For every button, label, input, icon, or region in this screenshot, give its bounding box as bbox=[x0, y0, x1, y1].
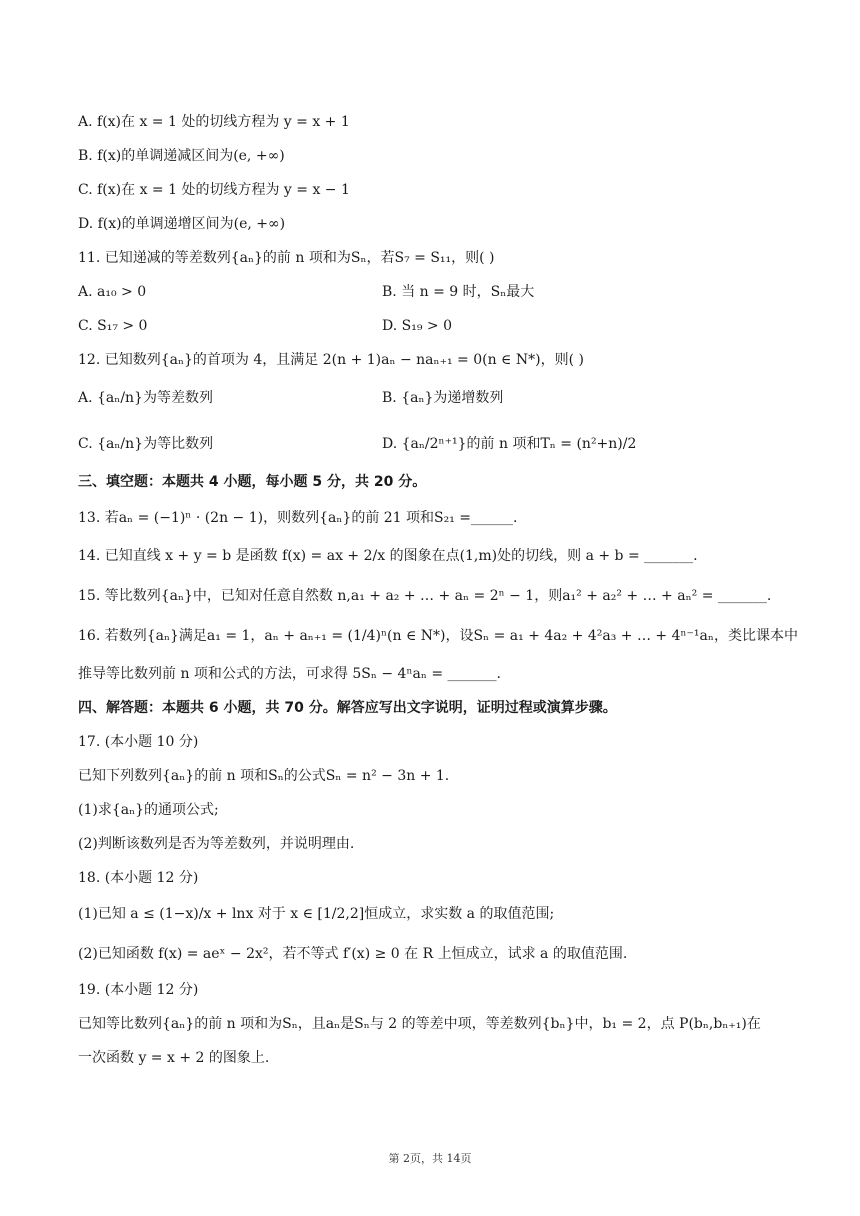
q15: 15. 等比数列{aₙ}中，已知对任意自然数 n,a₁ + a₂ + … + aₙ = 2ⁿ − 1，则a₁² + a₂² + … + aₙ² = _______. bbox=[78, 588, 772, 604]
q19-line1: 已知等比数列{aₙ}的前 n 项和为Sₙ，且aₙ是Sₙ与 2 的等差中项，等差数列{bₙ}中，b₁ = 2，点 P(bₙ,bₙ₊₁)在 bbox=[78, 1016, 761, 1032]
q12-stem: 12. 已知数列{aₙ}的首项为 4，且满足 2(n + 1)aₙ − naₙ₊₁ = 0(n ∈ N*)，则( ) bbox=[78, 352, 584, 368]
q13: 13. 若aₙ = (−1)ⁿ · (2n − 1)，则数列{aₙ}的前 21 项和S₂₁ =______. bbox=[78, 510, 518, 526]
q11-option-a: A. a₁₀ > 0 bbox=[78, 284, 147, 300]
q12-option-d: D. {aₙ/2ⁿ⁺¹}的前 n 项和Tₙ = (n²+n)/2 bbox=[382, 436, 637, 452]
q16-line2: 推导等比数列前 n 项和公式的方法，可求得 5Sₙ − 4ⁿaₙ = _______. bbox=[78, 666, 501, 682]
q12-option-a: A. {aₙ/n}为等差数列 bbox=[78, 390, 213, 406]
q17-header: 17. (本小题 10 分) bbox=[78, 734, 199, 750]
q19-line2: 一次函数 y = x + 2 的图象上. bbox=[78, 1050, 270, 1066]
q10-option-d: D. f(x)的单调递增区间为(e, +∞) bbox=[78, 216, 286, 232]
q10-option-b: B. f(x)的单调递减区间为(e, +∞) bbox=[78, 148, 285, 164]
q17-stem: 已知下列数列{aₙ}的前 n 项和Sₙ的公式Sₙ = n² − 3n + 1. bbox=[78, 768, 450, 784]
q12-option-b: B. {aₙ}为递增数列 bbox=[382, 390, 504, 406]
q11-option-d: D. S₁₉ > 0 bbox=[382, 318, 452, 334]
q12-option-c: C. {aₙ/n}为等比数列 bbox=[78, 436, 214, 452]
section-answer-heading: 四、解答题：本题共 6 小题，共 70 分。解答应写出文字说明，证明过程或演算步骤。 bbox=[78, 700, 617, 716]
q18-header: 18. (本小题 12 分) bbox=[78, 870, 199, 886]
q16-line1: 16. 若数列{aₙ}满足a₁ = 1，aₙ + aₙ₊₁ = (1/4)ⁿ(n ∈ N*)，设Sₙ = a₁ + 4a₂ + 4²a₃ + … + 4ⁿ⁻¹aₙ，类比课本中 bbox=[78, 628, 798, 644]
q18-part1: (1)已知 a ≤ (1−x)/x + lnx 对于 x ∈ [1/2,2]恒成立，求实数 a 的取值范围; bbox=[78, 906, 555, 922]
q10-option-c: C. f(x)在 x = 1 处的切线方程为 y = x − 1 bbox=[78, 182, 350, 198]
q14: 14. 已知直线 x + y = b 是函数 f(x) = ax + 2/x 的图象在点(1,m)处的切线，则 a + b = _______. bbox=[78, 548, 698, 564]
page-footer: 第 2页，共 14页 bbox=[388, 1152, 472, 1165]
q11-option-b: B. 当 n = 9 时，Sₙ最大 bbox=[382, 284, 535, 300]
q19-header: 19. (本小题 12 分) bbox=[78, 982, 199, 998]
q11-option-c: C. S₁₇ > 0 bbox=[78, 318, 148, 334]
q17-part2: (2)判断该数列是否为等差数列，并说明理由. bbox=[78, 836, 355, 852]
q17-part1: (1)求{aₙ}的通项公式; bbox=[78, 802, 219, 818]
q10-option-a: A. f(x)在 x = 1 处的切线方程为 y = x + 1 bbox=[78, 114, 350, 130]
section-fill-in-heading: 三、填空题：本题共 4 小题，每小题 5 分，共 20 分。 bbox=[78, 474, 427, 490]
q11-stem: 11. 已知递减的等差数列{aₙ}的前 n 项和为Sₙ，若S₇ = S₁₁，则( ) bbox=[78, 250, 495, 266]
q18-part2: (2)已知函数 f(x) = aeˣ − 2x²，若不等式 f′(x) ≥ 0 在 R 上恒成立，试求 a 的取值范围. bbox=[78, 946, 628, 962]
